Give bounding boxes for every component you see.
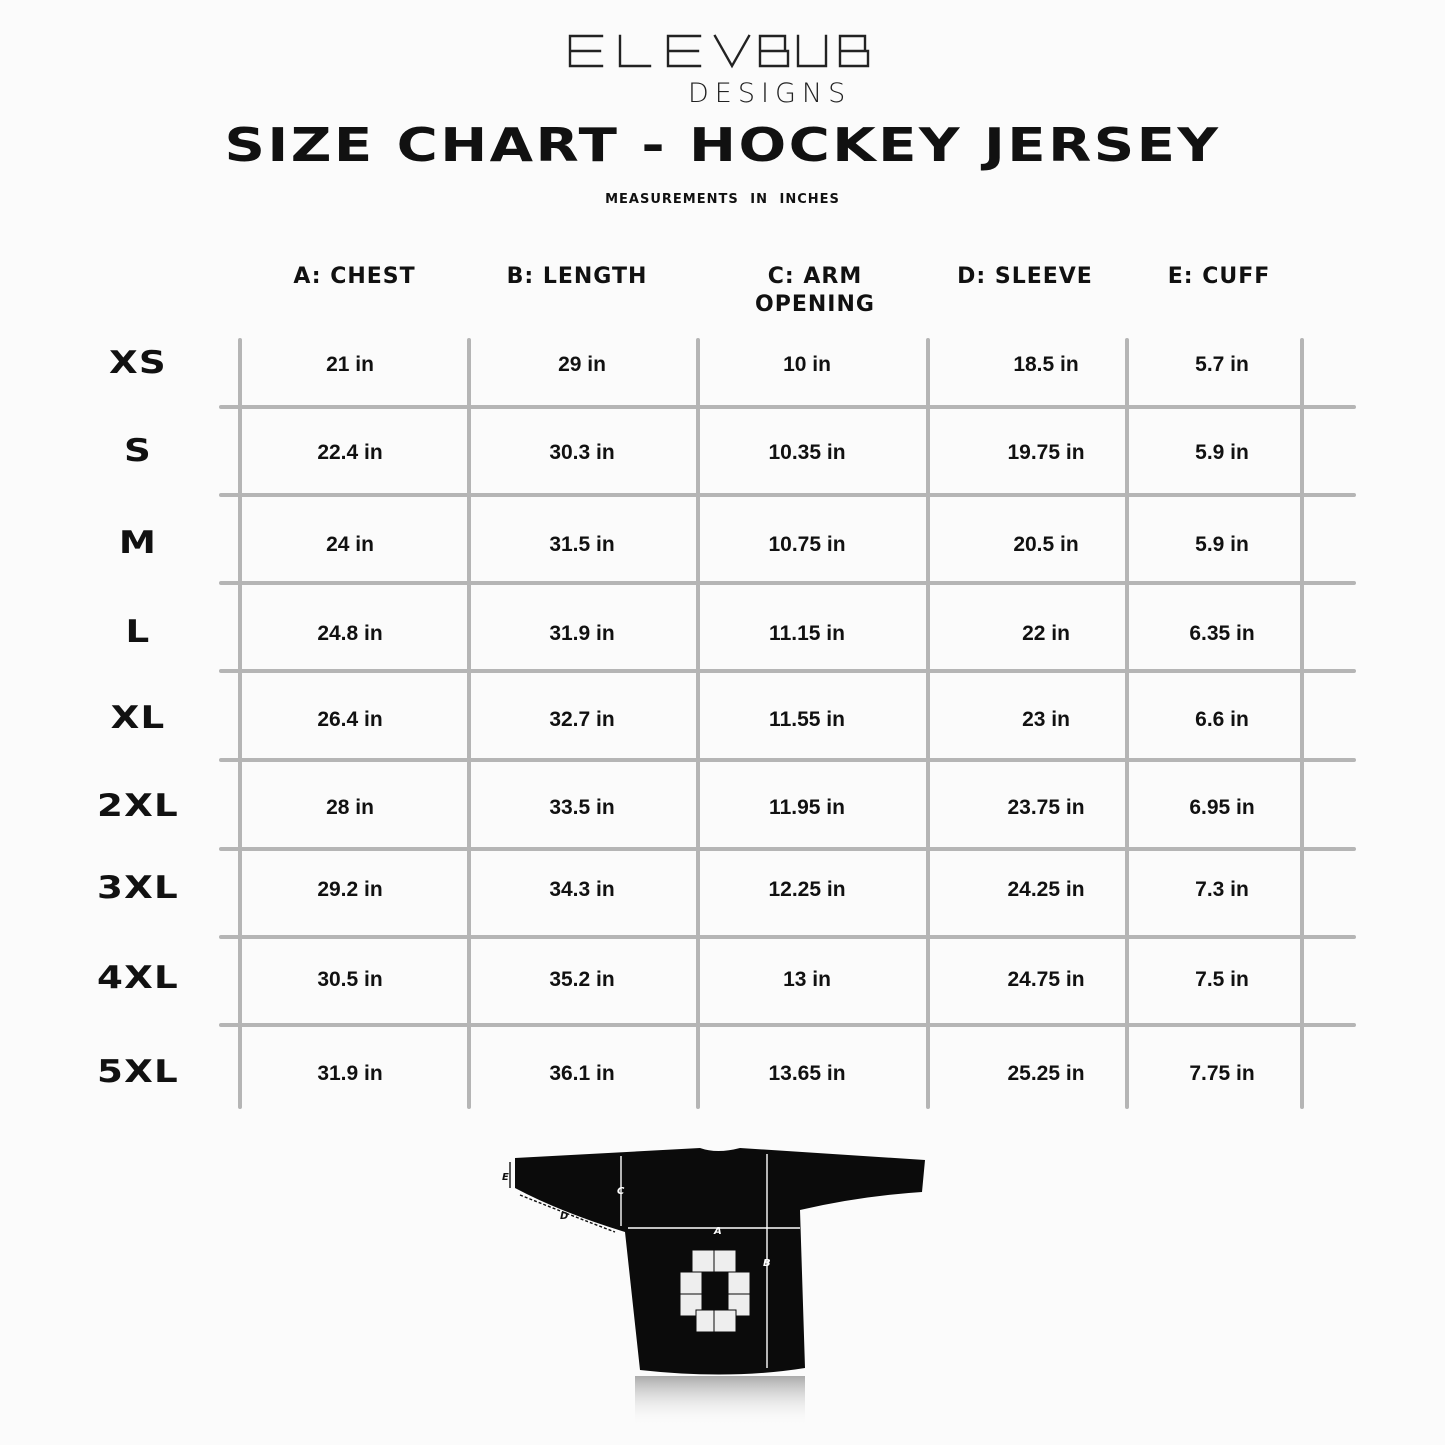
- table-cell: 32.7 in: [549, 708, 615, 731]
- table-cell: 6.6 in: [1195, 708, 1249, 731]
- table-cell: 30.3 in: [549, 441, 615, 464]
- table-cell: 34.3 in: [549, 878, 615, 901]
- row-size-label: 4XL: [97, 960, 179, 996]
- row-size-label: 5XL: [97, 1054, 179, 1090]
- row-size-label: XL: [110, 700, 166, 736]
- page-subtitle: MEASUREMENTS IN INCHES: [605, 192, 840, 207]
- table-cell: 24.25 in: [1007, 878, 1085, 901]
- table-cell: 5.7 in: [1195, 353, 1249, 376]
- jersey-measurement-diagram: [500, 1140, 930, 1430]
- table-cell: 6.35 in: [1189, 622, 1255, 645]
- table-cell: 24.75 in: [1007, 968, 1085, 991]
- diagram-label-d: D: [560, 1211, 569, 1222]
- brand-subtitle: DESIGNS: [688, 78, 852, 109]
- table-cell: 31.5 in: [549, 533, 615, 556]
- row-divider: [219, 847, 1356, 851]
- table-cell: 22 in: [1022, 622, 1070, 645]
- page-title: SIZE CHART - HOCKEY JERSEY: [224, 118, 1221, 172]
- row-size-label: 2XL: [97, 788, 179, 824]
- row-divider: [219, 405, 1356, 409]
- table-cell: 29.2 in: [317, 878, 383, 901]
- table-cell: 5.9 in: [1195, 533, 1249, 556]
- column-header-cuff: E: CUFF: [1167, 264, 1271, 289]
- table-cell: 23 in: [1022, 708, 1070, 731]
- row-divider: [219, 669, 1356, 673]
- table-cell: 13.65 in: [768, 1062, 846, 1085]
- table-cell: 7.75 in: [1189, 1062, 1255, 1085]
- column-divider: [926, 338, 930, 1109]
- table-cell: 11.55 in: [769, 708, 845, 731]
- row-divider: [219, 581, 1356, 585]
- table-cell: 25.25 in: [1007, 1062, 1085, 1085]
- column-header-sleeve: D: SLEEVE: [957, 264, 1093, 289]
- diagram-label-a: A: [714, 1226, 722, 1237]
- diagram-label-c: C: [617, 1186, 625, 1197]
- row-divider: [219, 1023, 1356, 1027]
- diagram-label-b: B: [763, 1258, 771, 1269]
- table-cell: 28 in: [326, 796, 374, 819]
- column-divider: [238, 338, 242, 1109]
- jersey-reflection: [635, 1376, 805, 1426]
- row-divider: [219, 758, 1356, 762]
- table-cell: 6.95 in: [1189, 796, 1255, 819]
- table-cell: 35.2 in: [549, 968, 615, 991]
- table-cell: 23.75 in: [1007, 796, 1085, 819]
- column-header-chest: A: CHEST: [293, 264, 416, 289]
- table-cell: 21 in: [326, 353, 374, 376]
- table-cell: 10.35 in: [768, 441, 846, 464]
- table-cell: 18.5 in: [1013, 353, 1079, 376]
- row-size-label: XS: [109, 345, 167, 381]
- table-cell: 11.95 in: [769, 796, 845, 819]
- table-cell: 24 in: [326, 533, 374, 556]
- table-cell: 22.4 in: [317, 441, 383, 464]
- table-cell: 36.1 in: [549, 1062, 615, 1085]
- column-header-arm-opening: C: ARM OPENING: [755, 264, 875, 317]
- table-cell: 30.5 in: [317, 968, 383, 991]
- table-cell: 7.3 in: [1195, 878, 1249, 901]
- table-cell: 31.9 in: [317, 1062, 383, 1085]
- table-cell: 10 in: [783, 353, 831, 376]
- table-cell: 7.5 in: [1195, 968, 1249, 991]
- row-size-label: L: [125, 614, 151, 650]
- column-divider: [696, 338, 700, 1109]
- table-cell: 24.8 in: [317, 622, 383, 645]
- table-cell: 20.5 in: [1013, 533, 1079, 556]
- column-header-length: B: LENGTH: [506, 264, 648, 289]
- row-divider: [219, 493, 1356, 497]
- table-cell: 33.5 in: [549, 796, 615, 819]
- table-cell: 31.9 in: [549, 622, 615, 645]
- table-cell: 12.25 in: [768, 878, 846, 901]
- column-divider: [467, 338, 471, 1109]
- row-size-label: S: [123, 433, 152, 469]
- diagram-label-e: E: [502, 1172, 509, 1183]
- table-cell: 19.75 in: [1007, 441, 1085, 464]
- row-size-label: M: [118, 525, 158, 561]
- table-cell: 11.15 in: [769, 622, 845, 645]
- table-cell: 5.9 in: [1195, 441, 1249, 464]
- table-cell: 13 in: [783, 968, 831, 991]
- row-size-label: 3XL: [97, 870, 179, 906]
- table-cell: 10.75 in: [768, 533, 846, 556]
- table-cell: 29 in: [558, 353, 606, 376]
- table-cell: 26.4 in: [317, 708, 383, 731]
- row-divider: [219, 935, 1356, 939]
